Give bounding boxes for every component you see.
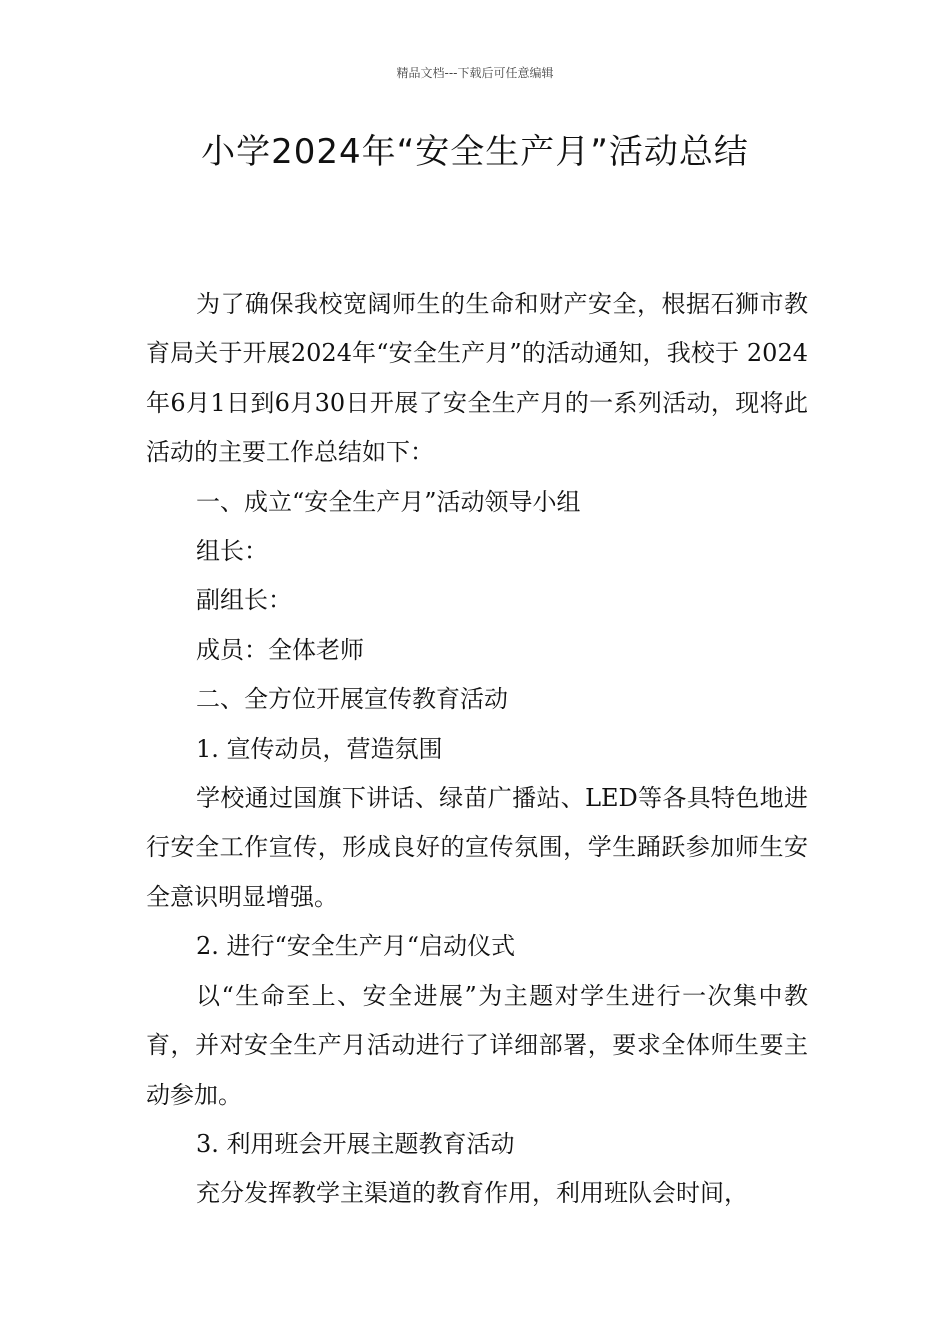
subheading-3: 3. 利用班会开展主题教育活动 — [196, 1129, 515, 1158]
document-title: 小学2024年“安全生产月”活动总结 — [201, 132, 749, 172]
paragraph-intro: 为了确保我校宽阔师生的生命和财产安全，根据石狮市教育局关于开展2024年“安全生产月”的活动通知，我校于 2024年6月1日到6月30日开展了安全生产月的一系列活动，现将此活动的主要工作总结如下： — [146, 290, 808, 467]
deputy-leader-line: 副组长： — [196, 586, 292, 615]
paragraph-publicity: 学校通过国旗下讲话、绿苗广播站、LED等各具特色地进行安全工作宣传，形成良好的宣传氛围，学生踊跃参加师生安全意识明显增强。 — [146, 784, 808, 911]
document-body — [146, 280, 808, 1219]
paragraph-launch: 以“生命至上、安全进展”为主题对学生进行一次集中教育，并对安全生产月活动进行了详细部署，要求全体师生要主动参加。 — [146, 981, 808, 1109]
subheading-1: 1. 宣传动员，营造氛围 — [196, 734, 443, 763]
subheading-2: 2. 进行“安全生产月“启动仪式 — [196, 932, 516, 961]
section-heading-1: 一、成立“安全生产月”活动领导小组 — [196, 487, 581, 516]
members-line: 成员：全体老师 — [196, 635, 364, 664]
group-leader-line: 组长： — [196, 537, 268, 566]
header-note: 精品文档---下载后可任意编辑 — [396, 66, 554, 80]
paragraph-class-meeting: 充分发挥教学主渠道的教育作用，利用班队会时间， — [196, 1179, 748, 1208]
section-heading-2: 二、全方位开展宣传教育活动 — [196, 685, 508, 714]
